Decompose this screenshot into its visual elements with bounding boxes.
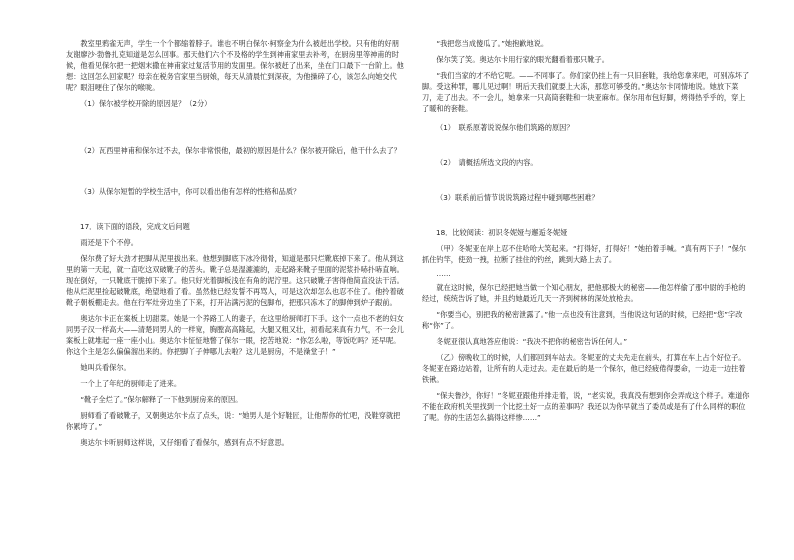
question-17-title: 17．读下面的语段，完成文后问题 xyxy=(80,222,190,231)
passage-paragraph: （乙）傍晚收工的时候，人们都回到车站去。冬妮亚的丈夫先走在前头，打算在车上占个好位子。冬妮亚在路边站着，让所有的人走过去。走在最后的是一个保尔，他已经疲倦得要命，一边走一边拄着铁锹。 xyxy=(422,353,746,384)
question-3: （3）联系前后情节说说筑路过程中碰到哪些困难？ xyxy=(436,193,599,202)
passage-paragraph: “我把您当成傻瓜了。”她抱歉地说。 xyxy=(436,39,549,48)
answer-space xyxy=(66,109,406,145)
passage-paragraph: 雨还是下个不停。 xyxy=(80,238,138,247)
question-2: （2）瓦西里神甫和保尔过不去，保尔非常恨他，最初的原因是什么？保尔被开除后，他干什么去了？ xyxy=(80,146,401,155)
answer-space xyxy=(66,197,406,221)
question-18-title: 18．比较阅读：初识冬妮娅与邂逅冬妮娅 xyxy=(436,228,568,237)
passage-paragraph: “保夫鲁沙，你好！”冬妮亚跟他并排走着，说，“老实说，我真没有想到你会弄成这个样子。难道你不能在政府机关里找到一个比挖土好一点的差事吗？我还以为你早就当了委员或是有了什么同样的职位了呢。你的生活怎么搞得这样惨……” xyxy=(422,391,750,422)
answer-space xyxy=(422,203,752,227)
passage-paragraph: “我们当家的才不给它呢。——不同事了。你们家仍挂上有一只旧套鞋，我给您拿来吧，可别冻坏了脚。受这种罪，哪儿见过啊！明后天我们就要上大冻，那您可够受的。”奥达尔卡同情地说。她放下菜刀，走了出去。不一会儿，她拿来一只高筒套鞋和一块亚麻布。保尔用布包好脚，烤得热乎乎的，穿上了暖和的套鞋。 xyxy=(422,71,750,113)
question-1: （1）保尔被学校开除的原因是？（2分） xyxy=(80,99,212,108)
passage-paragraph: 厨师看了看破靴子，又朝奥达尔卡点了点头，说：“她男人是个好鞋匠，让他帮你的忙吧，没鞋穿就把你累垮了。” xyxy=(66,411,401,431)
passage-paragraph: 一个上了年纪的厨师走了进来。 xyxy=(80,379,182,388)
passage-paragraph: 就在这时候，保尔已经把她当做一个知心朋友，把他那极大的秘密——他怎样偷了那中尉的手枪的经过，统统告诉了她，并且约她最近几天一齐到树林的深处放枪去。 xyxy=(422,283,746,303)
answer-space xyxy=(66,156,406,186)
passage-paragraph: 冬妮亚很认真地答应他说：“我决不把你的秘密告诉任何人。” xyxy=(436,337,628,346)
left-column xyxy=(66,38,406,448)
passage-paragraph: 教室里鸦雀无声，学生一个个都缩着脖子。谁也不明白保尔·柯察金为什么被赶出学校。只有他的好朋友谢廖沙·勃鲁扎克知道是怎么回事。那天他们六个不及格的学生到神甫家里去补考，在厨房里等神甫的时候，他看见保尔把一把烟末撒在神甫家过复活节用的发面里。保尔被赶了出来，坐在门口最下一台阶上。他想：这回怎么回家呢？母亲在税务官家里当厨娘，每天从清晨忙到深夜，为他操碎了心，该怎么向她交代呢？眼泪哽住了保尔的喉咙。 xyxy=(66,39,404,92)
passage-paragraph: “你要当心，别把我的秘密泄露了。”他一点也没有注意到，当他说这句话的时候，已经把“您”字改称“你”了。 xyxy=(422,310,743,330)
passage-paragraph: “靴子全烂了。”保尔解释了一下他到厨房来的原因。 xyxy=(80,395,243,404)
passage-paragraph: （甲）冬妮亚在岸上忍不住哈哈大笑起来。“打得好，打得好！”她拍着手喊。“真有两下子！”保尔抓住钓竿，使劲一拽，拉断了挂住的钓丝，跳到大路上去了。 xyxy=(422,244,746,264)
passage-paragraph: 保尔笑了笑。奥达尔卡用行家的眼光翻看着那只靴子。 xyxy=(436,55,609,64)
question-2: （2） 请概括所选文段的内容。 xyxy=(436,158,538,167)
passage-paragraph: 奥达尔卡正在案板上切甜菜。她是一个养路工人的妻子，在这里给厨师打下手。这个一点也不老的妇女同男子汉一样高大——清楚同男人的一样宽，胸膛高高隆起，大腿又粗又壮，初看起来真有力气，不一会儿案板上就堆起一座一座小山。奥达尔卡怔怔地瞥了保尔一眼，挖苦地说：“你怎么啦，等饭吃吗？还早呢。你这个主是怎么偏偏溜出来的。你把脚丫子伸哪儿去啦？这儿是厨房，不是澡堂子！” xyxy=(66,314,404,356)
right-column xyxy=(422,38,752,423)
ellipsis: …… xyxy=(436,269,451,278)
passage-paragraph: 奥达尔卡听厨师这样说，又仔细看了看保尔，感到有点不好意思。 xyxy=(80,438,289,447)
question-1: （1） 联系原著说说保尔他们筑路的原因？ xyxy=(436,123,574,132)
answer-space xyxy=(422,168,752,192)
passage-paragraph: 保尔费了好大劲才把脚从泥里拔出来。他想到脚底下冰冷彻骨，知道是那只烂靴底掉下来了。他从到这里的第一天起，就一直吃这双破靴子的苦头。靴子总是湿漉漉的，走起路来靴子里面的泥浆扑哧扑哧直响。现在倒好，一只靴底干脆掉下来了。他只好光着脚板浅在有角的泥泞里。这只破靴子害得他简直没法干活。他从烂泥里捡起破靴底，绝望地看了看。虽然他已经发誓不再骂人，可是这次却怎么也忍不住了。他拎着破靴子朝板棚走去。他在行军灶旁边坐了下来，打开沾满污泥的包脚布，把那只冻木了的脚伸到炉子跟前。 xyxy=(66,254,404,307)
passage-paragraph: 她叫兵看保尔。 xyxy=(80,363,131,372)
answer-space xyxy=(422,133,752,157)
question-3: （3）从保尔短暂的学校生活中，你可以看出他有怎样的性格和品质？ xyxy=(80,187,301,196)
